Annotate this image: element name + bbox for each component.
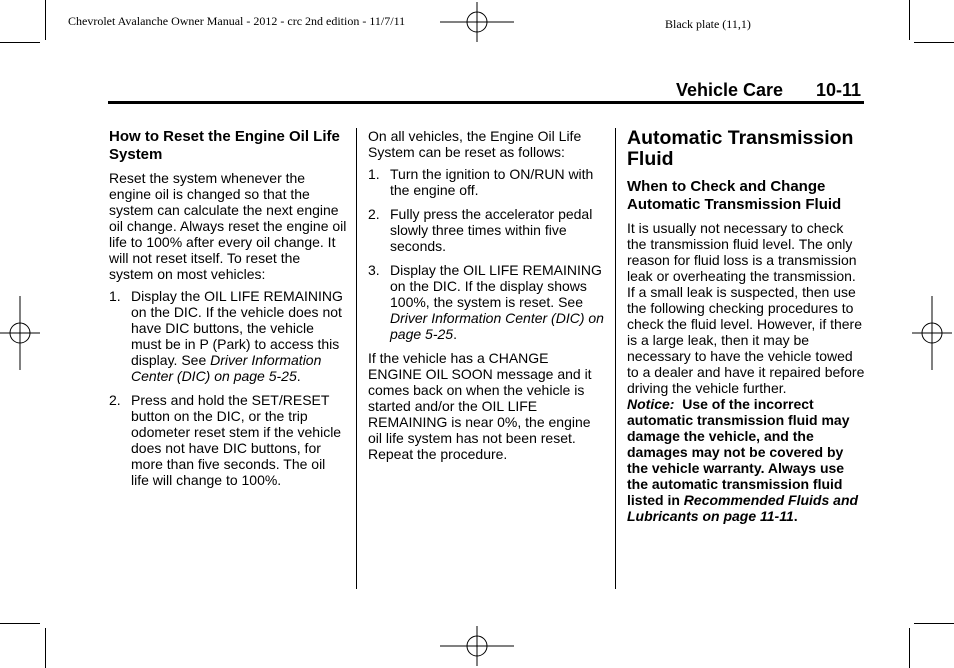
crop-mark: [909, 0, 910, 40]
step-text: Fully press the accelerator pedal slowly three times within five seconds.: [390, 206, 593, 254]
registration-mark: [440, 2, 514, 42]
list-item: [109, 392, 347, 488]
subsection-heading: When to Check and Change Automatic Transmission Fluid: [627, 178, 842, 213]
list-item: [368, 206, 606, 254]
print-header-right: Black plate (11,1): [665, 17, 751, 31]
paragraph: Reset the system whenever the engine oil is changed so that the system can calculate the next engine oil change. Always reset the engine oil life to 100% after every oil change. It will not reset itself. To reset the system on most vehicles:: [109, 170, 347, 282]
column-divider: [356, 128, 357, 589]
section-title: Vehicle Care: [676, 80, 784, 100]
paragraph: It is usually not necessary to check the transmission fluid level. The only reason for fluid loss is a transmission leak or overheating the transmission. If a small leak is suspected, then use the following checking procedures to check the fluid level. However, if there is a large leak, then it may be necessary to have the vehicle towed to a dealer and have it repaired before driving the vehicle further.: [627, 220, 865, 396]
step-number: 3.: [368, 262, 380, 278]
step-number: 1.: [109, 288, 121, 304]
crop-mark: [0, 623, 40, 624]
notice-label: Notice:: [627, 396, 675, 412]
page-number: 10-11: [816, 80, 862, 100]
registration-mark: [0, 296, 40, 370]
crop-mark: [0, 42, 40, 43]
step-number: 2.: [368, 206, 380, 222]
crop-mark: [914, 42, 954, 43]
step-tail: .: [453, 326, 457, 342]
step-text: Turn the ignition to ON/RUN with the engine off.: [390, 166, 594, 198]
step-number: 1.: [368, 166, 380, 182]
list-item: [368, 262, 606, 342]
cross-reference-link[interactable]: Driver Information Center (DIC) on page 5-25: [390, 310, 604, 342]
registration-mark: [440, 626, 514, 666]
crop-mark: [45, 0, 46, 40]
step-tail: .: [296, 368, 301, 384]
column-1: [109, 128, 347, 496]
cross-reference-link[interactable]: Recommended Fluids and Lubricants on page 11-11: [627, 492, 859, 524]
column-3: [627, 128, 865, 524]
crop-mark: [914, 623, 954, 624]
section-heading: How to Reset the Engine Oil Life System: [109, 128, 340, 163]
section-title-main: Automatic Transmission Fluid: [627, 127, 854, 170]
notice-text: Use of the incorrect automatic transmission fluid may damage the vehicle, and the damages may not be covered by the vehicle warranty. Always use the automatic transmission fluid listed in: [627, 396, 850, 508]
crop-mark: [45, 628, 46, 668]
step-number: 2.: [109, 392, 121, 408]
print-header-left: Chevrolet Avalanche Owner Manual - 2012 - crc 2nd edition - 11/7/11: [68, 14, 406, 28]
step-text: Press and hold the SET/RESET button on the DIC, or the trip odometer reset stem if the vehicle does not have DIC buttons, for more than five seconds. The oil life will change to 100%.: [131, 392, 342, 488]
step-text: Display the OIL LIFE REMAINING on the DIC. If the vehicle does not have DIC buttons, the vehicle must be in P (Park) to access this display. See: [131, 288, 343, 368]
notice-block: [627, 396, 865, 524]
paragraph: On all vehicles, the Engine Oil Life System can be reset as follows:: [368, 128, 582, 160]
steps-list: [368, 166, 606, 342]
column-2: [368, 128, 606, 462]
cross-reference-link[interactable]: Driver Information Center (DIC) on page 5-25: [131, 352, 322, 384]
step-text: Display the OIL LIFE REMAINING on the DIC. If the display shows 100%, the system is reset. See: [390, 262, 602, 310]
crop-mark: [909, 628, 910, 668]
registration-mark: [912, 296, 952, 370]
notice-tail: .: [793, 508, 798, 524]
paragraph: If the vehicle has a CHANGE ENGINE OIL SOON message and it comes back on when the vehicle is started and/or the OIL LIFE REMAINING is near 0%, the engine oil life system has not been reset. Repeat the procedure.: [368, 350, 592, 462]
list-item: [368, 166, 606, 198]
column-divider: [615, 128, 616, 589]
steps-list: [109, 288, 347, 488]
header-rule: [108, 101, 864, 104]
list-item: [109, 288, 347, 384]
